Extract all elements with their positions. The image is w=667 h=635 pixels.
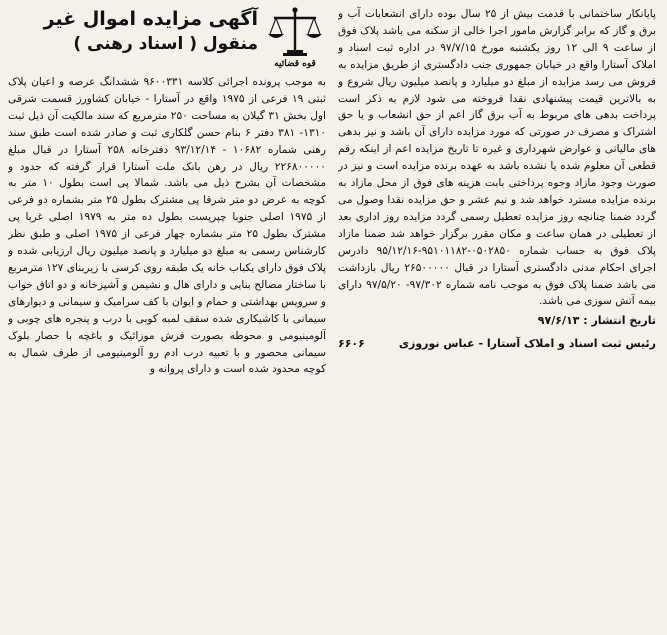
notice-body-right: به موجب پرونده اجرائی کلاسه ۹۶۰۰۳۳۱ ششدانگ عرصه و اعیان پلاک ثبتی ۱۹ فرعی از ۱۹۷۵ واقع در آستارا - خیابان کشاورز قسمت شرقی اول بخش ۳۱ گیلان به مساحت ۲۵۰ مترمربع که سند مالکیت آن ذیل ثبت ۱۳۱۰- ۳۸۱ دفتر ۶ بنام حسن گلکاری ثبت و صادر شده است طبق سند رهنی شماره ۱۰۶۸۲ - ۹۳/۱۲/۱۴ دفترخانه ۲۵۸ آستارا در قبال مبلغ ۲۲۶۸۰۰۰۰۰ ریال در رهن بانک ملت آستارا قرار گرفته که حدود و مشخصات آن بشرح ذیل می باشد. شمالا پی است بطول ۱۰ متر به کوچه به عرض دو متر شرقا پی مشترک بطول ۲۵ متر بشماره دو فرعی از ۱۹۷۵ اصلی جنوبا چپرپست بطول ده متر به ۱۹۷۹ اصلی غربا پی مشترک بطول ۲۵ متر بشماره چهار فرعی از ۱۹۷۵ اصلی و طبق نظر کارشناس رسمی به مبلغ دو میلیارد و پانصد میلیون ریال ارزیابی شده و پلاک فوق دارای یکباب خانه یک طبقه روی کرسی با زیربنای ۱۲۷ مترمربع با ساختار مصالح بنایی و دارای هال و نشیمن و آشپزخانه و دو اتاق خواب و سرویس بهداشتی و حمام و ایوان با کف سرامیک و سیمانی و دیوارهای سیمانی با کاشیکاری شده سقف لمبه کوبی با درب و پنجره های چوبی و آلومینیومی و محوطه بصورت فرش موزائیک و باغچه با حصار بلوک سیمانی محصور و با تعبیه درب ادم رو آلومینیومی از طرف شمال به کوچه محدود شده است و دارای پروانه و [8,76,326,376]
scales-of-justice-icon [266,6,324,58]
notice-subtitle: منقول ( اسناد رهنی ) [73,34,258,54]
notice-body-left: پایانکار ساختمانی با قدمت بیش از ۲۵ سال بوده دارای انشعابات آب و برق و گاز که برابر گزارش مامور اجرا خالی از سکنه می باشد پلاک فوق از ساعت ۹ الی ۱۲ روز یکشنبه مورخ ۹۷/۷/۱۵ در اداره ثبت اسناد و املاک آستارا واقع در خیابان جمهوری جنب دادگستری از طریق مزایده به فروش می رسد مزایده از مبلغ دو میلیارد و پانصد میلیون ریال شروع و به بالاترین قیمت پیشنهادی نقدا فروخته می شود لازم به ذکر است پرداخت بدهی های مربوط به آب برق گاز اعم از حق انشعاب و یا حق اشتراک و مصرف در صورتی که مورد مزایده دارای آن باشد و نیز بدهی های مالیاتی و عوارض شهرداری و غیره تا تاریخ مزایده اعم از اینکه رقم قطعی آن معلوم شده یا نشده باشد به عهده برنده مزایده است و نیز در صورت وجود مازاد وجوه پرداختی بابت هزینه های فوق از محل مازاد به برنده مزایده مسترد خواهد شد و نیم عشر و حق مزایده نقدا وصول می گردد ضمنا چنانچه روز مزایده تعطیل رسمی گردد مزایده روز اداری بعد از تعطیلی در همان ساعت و مکان مقرر برگزار خواهد شد ضمنا مازاد پلاک فوق به حساب شماره ۰۵۰۲۸۵۰-۹۵۱۰۱۱۸۲-۹۵/۱۲/۱۶ دادرس اجرای احکام مدنی دادگستری آستارا در قبال ۲۶۵۰۰۰۰۰ ریال بازداشت می باشد ضمنا پلاک فوق به موجب نامه شماره ۹۷/۳۰۲- ۹۷/۵/۲۰ دارای بیمه آتش سوزی می باشد. [338,8,656,308]
notice-title: آگهی مزایده اموال غیر [43,8,258,30]
title-block [8,6,258,56]
left-column [338,6,656,629]
signature: رئیس ثبت اسناد و املاک آستارا - عباس نوروزی [398,337,656,351]
publish-date: تاریخ انتشار : ۹۷/۶/۱۳ [537,314,656,328]
right-column [8,6,326,629]
notice-header [8,6,326,72]
emblem-caption: قوه قضائیه [274,59,316,69]
notice-code: ۶۶۰۶ [338,337,365,351]
judiciary-emblem [264,6,326,72]
notice-footer [338,334,656,354]
